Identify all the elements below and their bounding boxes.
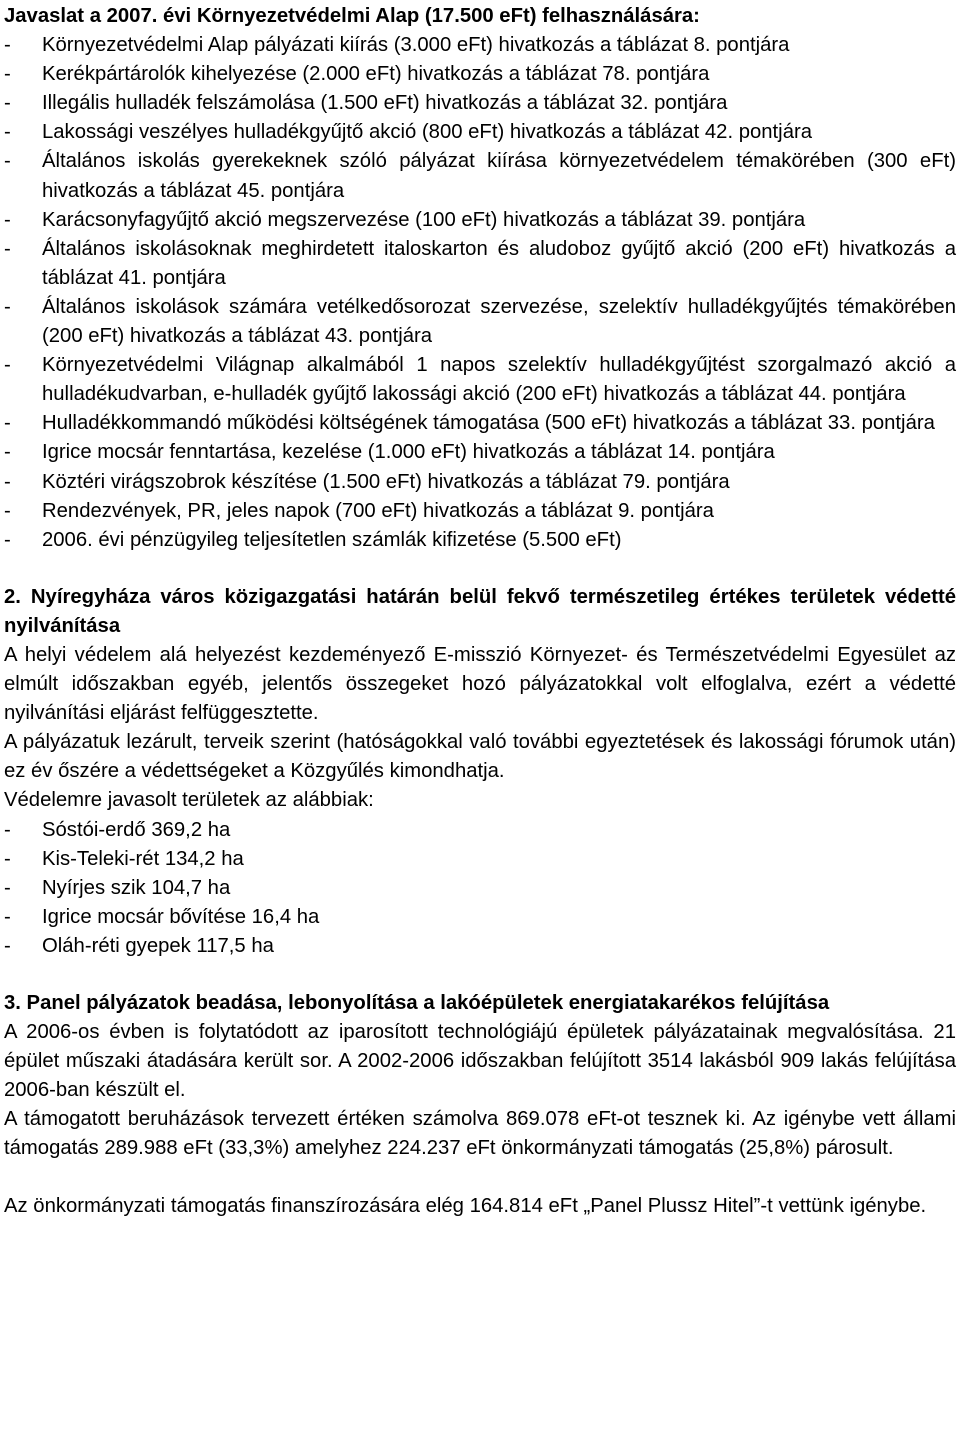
section2-paragraph: Védelemre javasolt területek az alábbiak: <box>4 789 374 812</box>
list-item-text: Sóstói-erdő 369,2 ha <box>42 818 231 841</box>
list-item <box>4 409 956 438</box>
list-item-text: Lakossági veszélyes hulladékgyűjtő akció (800 eFt) hivatkozás a táblázat 42. pontjára <box>42 121 813 144</box>
section1-title: Javaslat a 2007. évi Környezetvédelmi Alap (17.500 eFt) felhasználására: <box>4 5 700 27</box>
list-item-text: Általános iskolások számára vetélkedősorozat szervezése, szelektív hulladékgyűjtés témakörében (200 eFt) hivatkozás a táblázat 43. pontjára <box>42 295 956 348</box>
list-item <box>4 147 956 205</box>
list-dash: - <box>4 470 11 493</box>
list-item <box>4 89 956 118</box>
list-item <box>4 468 956 497</box>
list-item-text: Köztéri virágszobrok készítése (1.500 eFt) hivatkozás a táblázat 79. pontjára <box>42 470 730 493</box>
list-dash: - <box>4 121 11 144</box>
list-item-text: Nyírjes szik 104,7 ha <box>42 876 231 899</box>
section-spacer <box>4 555 956 583</box>
section3-paragraph: A támogatott beruházások tervezett értéken számolva 869.078 eFt-ot tesznek ki. Az igénybe vett állami támogatás 289.988 eFt (33,3%) amelyhez 224.237 eFt önkormányzati támogatás (25,8%) párosult. <box>4 1108 956 1160</box>
list-item-text: Hulladékkommandó működési költségének támogatása (500 eFt) hivatkozás a táblázat 33. pontjára <box>42 412 935 435</box>
list-item <box>4 351 956 409</box>
list-dash: - <box>4 818 11 841</box>
list-item <box>4 497 956 526</box>
list-item <box>4 845 956 874</box>
list-item-text: Környezetvédelmi Világnap alkalmából 1 napos szelektív hulladékgyűjtést szorgalmazó akció a hulladékudvarban, e-hulladék gyűjtő lakossági akció (200 eFt) hivatkozás a táblázat 44. pontjára <box>42 354 956 406</box>
section3-title: 3. Panel pályázatok beadása, lebonyolítása a lakóépületek energiatakarékos felújítása <box>4 992 830 1014</box>
section2-list <box>4 816 956 961</box>
list-dash: - <box>4 847 11 870</box>
list-dash: - <box>4 499 11 522</box>
list-dash: - <box>4 237 11 260</box>
list-dash: - <box>4 208 11 231</box>
list-item <box>4 932 956 961</box>
list-dash: - <box>4 150 11 173</box>
list-dash: - <box>4 34 11 57</box>
section-spacer <box>4 961 956 989</box>
list-item <box>4 438 956 467</box>
list-dash: - <box>4 354 11 377</box>
list-item <box>4 118 956 147</box>
list-item <box>4 874 956 903</box>
list-dash: - <box>4 63 11 86</box>
section1-list <box>4 31 956 555</box>
section2-title: 2. Nyíregyháza város közigazgatási határán belül fekvő természetileg értékes területek védetté nyilvánítása <box>4 585 956 637</box>
list-item-text: Kis-Teleki-rét 134,2 ha <box>42 847 244 870</box>
list-item <box>4 903 956 932</box>
list-item <box>4 293 956 351</box>
list-item <box>4 206 956 235</box>
section2-paragraph: A pályázatuk lezárult, terveik szerint (hatóságokkal való további egyeztetések és lakossági fórumok után) ez év őszére a védettségeket a Közgyűlés kimondhatja. <box>4 731 956 783</box>
list-item <box>4 816 956 845</box>
list-dash: - <box>4 905 11 928</box>
list-dash: - <box>4 412 11 435</box>
section2-paragraph: A helyi védelem alá helyezést kezdeményező E-misszió Környezet- és Természetvédelmi Egyesület az elmúlt időszakban egyéb, jelentős összegeket hozó pályázatokkal volt elfoglalva, ezért a védetté nyilvánítási eljárást felfüggesztette. <box>4 643 956 725</box>
document-page <box>4 2 956 1221</box>
list-item-text: Rendezvények, PR, jeles napok (700 eFt) hivatkozás a táblázat 9. pontjára <box>42 499 714 522</box>
list-dash: - <box>4 92 11 115</box>
list-item-text: Általános iskolás gyerekeknek szóló pályázat kiírása környezetvédelem témakörében (300 eFt) hivatkozás a táblázat 45. pontjára <box>42 150 956 202</box>
list-item-text: Igrice mocsár bővítése 16,4 ha <box>42 905 320 928</box>
list-item-text: Oláh-réti gyepek 117,5 ha <box>42 934 274 957</box>
list-item-text: Karácsonyfagyűjtő akció megszervezése (100 eFt) hivatkozás a táblázat 39. pontjára <box>42 208 806 231</box>
list-item <box>4 60 956 89</box>
list-item <box>4 31 956 60</box>
list-item-text: Környezetvédelmi Alap pályázati kiírás (3.000 eFt) hivatkozás a táblázat 8. pontjára <box>42 34 790 57</box>
list-item-text: Illegális hulladék felszámolása (1.500 eFt) hivatkozás a táblázat 32. pontjára <box>42 92 728 115</box>
list-dash: - <box>4 876 11 899</box>
list-item <box>4 235 956 293</box>
list-item-text: Általános iskolásoknak meghirdetett italoskarton és aludoboz gyűjtő akció (200 eFt) hivatkozás a táblázat 41. pontjára <box>42 237 956 289</box>
list-dash: - <box>4 934 11 957</box>
list-item-text: Igrice mocsár fenntartása, kezelése (1.000 eFt) hivatkozás a táblázat 14. pontjára <box>42 441 775 464</box>
paragraph-spacer <box>4 1164 956 1192</box>
section3-paragraph: Az önkormányzati támogatás finanszírozására elég 164.814 eFt „Panel Plussz Hitel”-t vettünk igénybe. <box>4 1194 927 1217</box>
list-dash: - <box>4 528 11 551</box>
list-dash: - <box>4 441 11 464</box>
section3-paragraph: A 2006-os évben is folytatódott az iparosított technológiájú épületek pályázatainak megvalósítása. 21 épület műszaki átadására került sor. A 2002-2006 időszakban felújított 3514 lakásból 909 lakás felújítása 2006-ban készült el. <box>4 1021 956 1102</box>
list-dash: - <box>4 295 11 318</box>
list-item-text: Kerékpártárolók kihelyezése (2.000 eFt) hivatkozás a táblázat 78. pontjára <box>42 63 710 86</box>
list-item <box>4 526 956 555</box>
list-item-text: 2006. évi pénzügyileg teljesítetlen számlák kifizetése (5.500 eFt) <box>42 528 622 551</box>
